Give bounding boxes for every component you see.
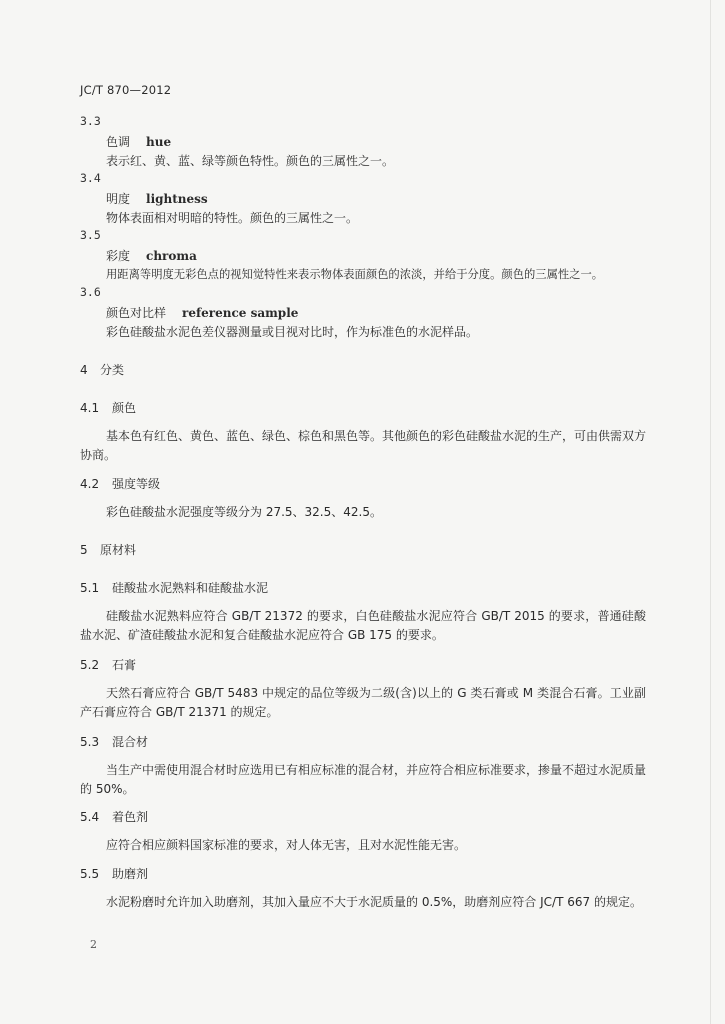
paragraph-5-3 xyxy=(80,761,646,799)
paragraph-text: 彩色硅酸盐水泥强度等级分为 27.5、32.5、42.5。 xyxy=(106,505,382,519)
term-zh: 明度 xyxy=(106,192,131,206)
term-definition: 表示红、黄、蓝、绿等颜色特性。颜色的三属性之一。 xyxy=(106,154,395,168)
subsection-heading-5-4 xyxy=(80,808,148,825)
subsection-heading-5-2 xyxy=(80,656,136,673)
subsection-number: 5.1 xyxy=(80,581,100,595)
paragraph-5-5 xyxy=(80,893,646,912)
term-reference-sample xyxy=(106,304,298,321)
subsection-title: 硅酸盐水泥熟料和硅酸盐水泥 xyxy=(112,581,269,595)
paragraph-text: 水泥粉磨时允许加入助磨剂，其加入量应不大于水泥质量的 0.5%，助磨剂应符合 JC/T 667 的规定。 xyxy=(106,895,642,909)
subsection-heading-5-1 xyxy=(80,579,268,596)
clause-number: 3.4 xyxy=(80,171,101,185)
section-heading-4 xyxy=(80,361,124,378)
term-definition: 物体表面相对明暗的特性。颜色的三属性之一。 xyxy=(106,211,359,225)
term-definition: 彩色硅酸盐水泥色差仪器测量或目视对比时，作为标准色的水泥样品。 xyxy=(106,325,479,339)
paragraph-5-1 xyxy=(80,607,646,645)
paragraph-5-2 xyxy=(80,684,646,722)
term-en: hue xyxy=(146,135,172,149)
subsection-number: 5.3 xyxy=(80,735,100,749)
subsection-title: 强度等级 xyxy=(112,477,161,491)
term-zh: 色调 xyxy=(106,135,131,149)
section-number: 4 xyxy=(80,363,88,377)
subsection-title: 石膏 xyxy=(112,658,137,672)
subsection-heading-4-2 xyxy=(80,475,160,492)
clause-number: 3.3 xyxy=(80,114,101,128)
section-title: 原材料 xyxy=(100,543,137,557)
subsection-number: 5.5 xyxy=(80,867,100,881)
subsection-title: 助磨剂 xyxy=(112,867,149,881)
paragraph-4-1 xyxy=(80,427,646,465)
paragraph-text: 应符合相应颜料国家标准的要求，对人体无害，且对水泥性能无害。 xyxy=(106,838,467,852)
term-hue xyxy=(106,133,171,150)
paragraph-text: 基本色有红色、黄色、蓝色、绿色、棕色和黑色等。其他颜色的彩色硅酸盐水泥的生产，可由供需双方协商。 xyxy=(80,429,647,462)
paragraph-text: 天然石膏应符合 GB/T 5483 中规定的品位等级为二级(含)以上的 G 类石膏或 M 类混合石膏。工业副产石膏应符合 GB/T 21371 的规定。 xyxy=(80,686,646,719)
paragraph-text: 硅酸盐水泥熟料应符合 GB/T 21372 的要求，白色硅酸盐水泥应符合 GB/T 2015 的要求，普通硅酸盐水泥、矿渣硅酸盐水泥和复合硅酸盐水泥应符合 GB 175 的要求。 xyxy=(80,609,646,642)
paragraph-5-4 xyxy=(80,836,646,855)
clause-number: 3.6 xyxy=(80,285,101,299)
subsection-heading-4-1 xyxy=(80,399,136,416)
standard-code-header: JC/T 870—2012 xyxy=(80,83,172,97)
subsection-heading-5-5 xyxy=(80,865,148,882)
clause-number: 3.5 xyxy=(80,228,101,242)
term-lightness xyxy=(106,190,208,207)
term-chroma xyxy=(106,247,197,264)
paragraph-4-2 xyxy=(80,503,646,522)
subsection-title: 颜色 xyxy=(112,401,137,415)
subsection-title: 着色剂 xyxy=(112,810,149,824)
subsection-number: 4.2 xyxy=(80,477,100,491)
term-zh: 颜色对比样 xyxy=(106,306,167,320)
section-number: 5 xyxy=(80,543,88,557)
subsection-number: 5.2 xyxy=(80,658,100,672)
subsection-heading-5-3 xyxy=(80,733,148,750)
subsection-title: 混合材 xyxy=(112,735,149,749)
paragraph-text: 当生产中需使用混合材时应选用已有相应标准的混合材，并应符合相应标准要求，掺量不超过水泥质量的 50%。 xyxy=(80,763,647,796)
subsection-number: 4.1 xyxy=(80,401,100,415)
term-en: reference sample xyxy=(182,306,299,320)
term-definition: 用距离等明度无彩色点的视知觉特性来表示物体表面颜色的浓淡，并给于分度。颜色的三属性之一。 xyxy=(106,268,604,281)
page-number: 2 xyxy=(90,938,97,951)
term-en: lightness xyxy=(146,192,208,206)
term-zh: 彩度 xyxy=(106,249,131,263)
term-en: chroma xyxy=(146,249,197,263)
section-heading-5 xyxy=(80,541,136,558)
subsection-number: 5.4 xyxy=(80,810,100,824)
scan-edge xyxy=(710,0,711,1024)
section-title: 分类 xyxy=(100,363,125,377)
